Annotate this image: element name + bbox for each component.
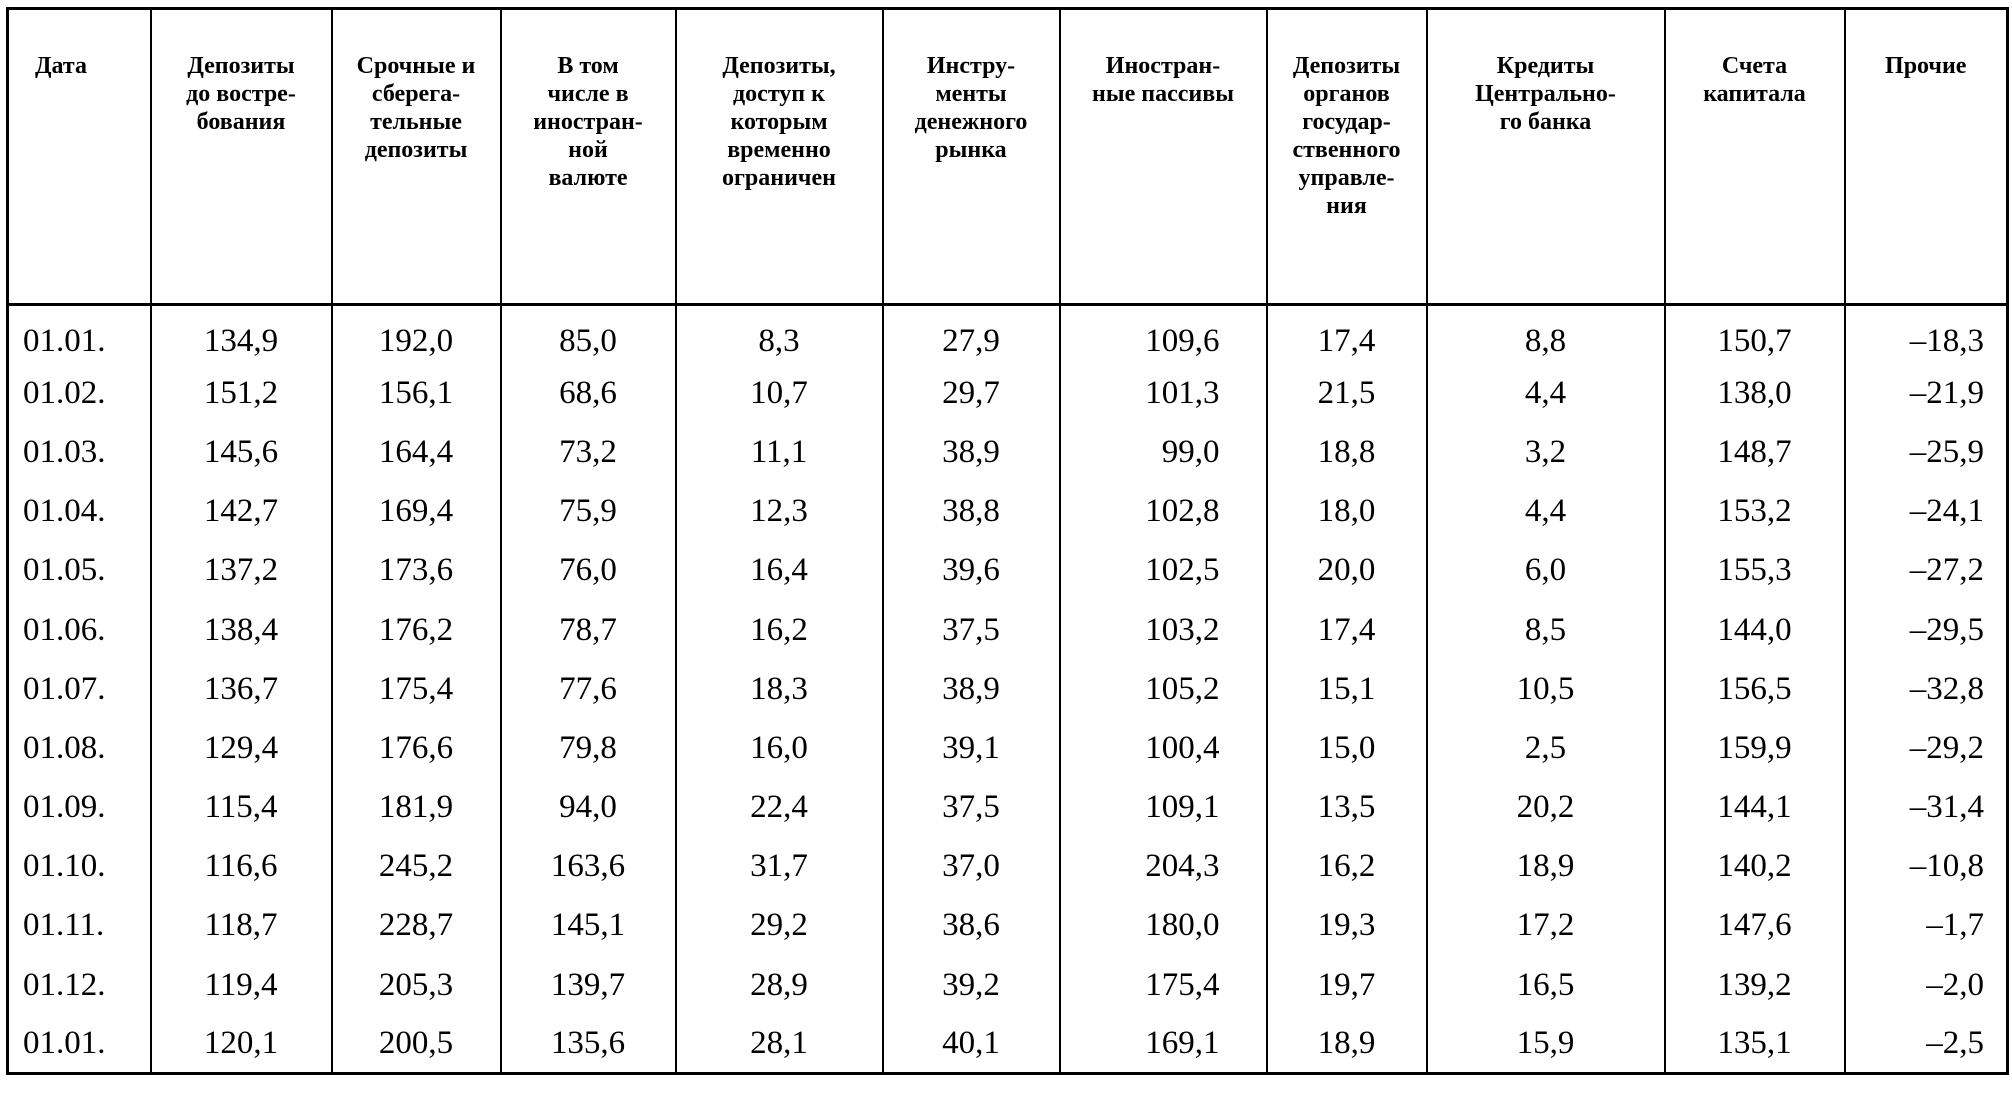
column-header-line: до востре-: [186, 81, 296, 107]
value-cell: 38,8: [883, 482, 1060, 541]
table-row: [8, 541, 2008, 600]
column-header-6: [1060, 9, 1267, 305]
value-cell: 192,0: [332, 305, 501, 364]
column-header-line: рынка: [935, 137, 1007, 163]
value-cell: 100,4: [1060, 719, 1267, 778]
value-cell: 228,7: [332, 896, 501, 955]
value-cell: 18,0: [1267, 482, 1427, 541]
value-cell: 153,2: [1665, 482, 1845, 541]
column-header-5: [883, 9, 1060, 305]
column-header-line: ные пассивы: [1092, 81, 1234, 107]
value-cell: 150,7: [1665, 305, 1845, 364]
value-cell: 76,0: [501, 541, 676, 600]
table-row: [8, 423, 2008, 482]
value-cell: 19,3: [1267, 896, 1427, 955]
column-header-line: денежного: [914, 109, 1028, 135]
date-cell: 01.06.: [8, 600, 151, 659]
value-cell: –25,9: [1845, 423, 2008, 482]
value-cell: 78,7: [501, 600, 676, 659]
value-cell: 176,2: [332, 600, 501, 659]
date-cell: 01.12.: [8, 956, 151, 1015]
value-cell: 180,0: [1060, 896, 1267, 955]
date-cell: 01.10.: [8, 837, 151, 896]
value-cell: 169,4: [332, 482, 501, 541]
column-header-2: [332, 9, 501, 305]
column-header-line: Депозиты: [1292, 53, 1401, 79]
date-cell: 01.04.: [8, 482, 151, 541]
value-cell: 245,2: [332, 837, 501, 896]
column-header-line: Счета: [1721, 53, 1788, 79]
value-cell: 10,5: [1427, 660, 1665, 719]
value-cell: 2,5: [1427, 719, 1665, 778]
column-header-line: валюте: [548, 165, 628, 191]
value-cell: 147,6: [1665, 896, 1845, 955]
value-cell: 173,6: [332, 541, 501, 600]
value-cell: –10,8: [1845, 837, 2008, 896]
column-header-line: ственного: [1292, 137, 1401, 163]
value-cell: 22,4: [676, 778, 883, 837]
value-cell: –18,3: [1845, 305, 2008, 364]
value-cell: 200,5: [332, 1015, 501, 1074]
column-header-10: [1845, 9, 2008, 305]
value-cell: 181,9: [332, 778, 501, 837]
column-header-4: [676, 9, 883, 305]
column-header-line: Центрально-: [1475, 81, 1616, 107]
date-cell: 01.11.: [8, 896, 151, 955]
deposits-table: [6, 7, 2009, 1075]
value-cell: 16,4: [676, 541, 883, 600]
column-header-line: иностран-: [533, 109, 643, 135]
value-cell: 18,8: [1267, 423, 1427, 482]
value-cell: –1,7: [1845, 896, 2008, 955]
value-cell: 18,9: [1427, 837, 1665, 896]
table-header: [8, 9, 2008, 305]
value-cell: 68,6: [501, 364, 676, 423]
column-header-line: временно: [727, 137, 831, 163]
value-cell: 85,0: [501, 305, 676, 364]
value-cell: 115,4: [151, 778, 332, 837]
value-cell: 15,0: [1267, 719, 1427, 778]
value-cell: 79,8: [501, 719, 676, 778]
column-header-line: Депозиты,: [722, 53, 836, 79]
column-header-line: ния: [1326, 193, 1367, 219]
value-cell: –27,2: [1845, 541, 2008, 600]
value-cell: –2,5: [1845, 1015, 2008, 1074]
column-header-line: государ-: [1302, 109, 1391, 135]
value-cell: 102,5: [1060, 541, 1267, 600]
value-cell: –31,4: [1845, 778, 2008, 837]
date-cell: 01.08.: [8, 719, 151, 778]
value-cell: 38,9: [883, 423, 1060, 482]
column-header-line: менты: [935, 81, 1007, 107]
column-header-line: ной: [568, 137, 608, 163]
value-cell: 102,8: [1060, 482, 1267, 541]
value-cell: 3,2: [1427, 423, 1665, 482]
value-cell: 205,3: [332, 956, 501, 1015]
value-cell: 20,0: [1267, 541, 1427, 600]
date-cell: 01.03.: [8, 423, 151, 482]
value-cell: 10,7: [676, 364, 883, 423]
column-header-0: [8, 9, 151, 305]
table-row: [8, 956, 2008, 1015]
column-header-line: В том: [557, 53, 619, 79]
value-cell: 145,1: [501, 896, 676, 955]
value-cell: 21,5: [1267, 364, 1427, 423]
value-cell: 140,2: [1665, 837, 1845, 896]
value-cell: 6,0: [1427, 541, 1665, 600]
value-cell: 145,6: [151, 423, 332, 482]
column-header-line: управле-: [1298, 165, 1395, 191]
column-header-line: Дата: [35, 53, 87, 79]
table-row: [8, 305, 2008, 364]
value-cell: 164,4: [332, 423, 501, 482]
value-cell: 138,0: [1665, 364, 1845, 423]
value-cell: 28,1: [676, 1015, 883, 1074]
column-header-7: [1267, 9, 1427, 305]
column-header-line: сберега-: [371, 81, 461, 107]
value-cell: 15,1: [1267, 660, 1427, 719]
column-header-1: [151, 9, 332, 305]
value-cell: 148,7: [1665, 423, 1845, 482]
value-cell: 129,4: [151, 719, 332, 778]
value-cell: 155,3: [1665, 541, 1845, 600]
value-cell: –29,2: [1845, 719, 2008, 778]
value-cell: 16,2: [1267, 837, 1427, 896]
value-cell: 8,8: [1427, 305, 1665, 364]
value-cell: 73,2: [501, 423, 676, 482]
value-cell: 18,3: [676, 660, 883, 719]
date-cell: 01.05.: [8, 541, 151, 600]
value-cell: 17,4: [1267, 600, 1427, 659]
value-cell: 17,4: [1267, 305, 1427, 364]
column-header-3: [501, 9, 676, 305]
value-cell: 109,1: [1060, 778, 1267, 837]
table-row: [8, 1015, 2008, 1074]
value-cell: 118,7: [151, 896, 332, 955]
value-cell: 163,6: [501, 837, 676, 896]
column-header-line: тельные: [370, 109, 462, 135]
value-cell: 120,1: [151, 1015, 332, 1074]
value-cell: 144,0: [1665, 600, 1845, 659]
value-cell: 20,2: [1427, 778, 1665, 837]
value-cell: 12,3: [676, 482, 883, 541]
value-cell: 8,5: [1427, 600, 1665, 659]
table-row: [8, 482, 2008, 541]
table-row: [8, 778, 2008, 837]
value-cell: 27,9: [883, 305, 1060, 364]
column-header-9: [1665, 9, 1845, 305]
value-cell: 16,5: [1427, 956, 1665, 1015]
value-cell: 4,4: [1427, 364, 1665, 423]
date-cell: 01.07.: [8, 660, 151, 719]
date-cell: 01.09.: [8, 778, 151, 837]
value-cell: 151,2: [151, 364, 332, 423]
column-header-line: ограничен: [722, 165, 836, 191]
column-header-line: депозиты: [364, 137, 468, 163]
value-cell: 137,2: [151, 541, 332, 600]
value-cell: 138,4: [151, 600, 332, 659]
value-cell: 101,3: [1060, 364, 1267, 423]
value-cell: 4,4: [1427, 482, 1665, 541]
value-cell: 37,5: [883, 778, 1060, 837]
value-cell: 103,2: [1060, 600, 1267, 659]
value-cell: 134,9: [151, 305, 332, 364]
value-cell: 94,0: [501, 778, 676, 837]
table-row: [8, 837, 2008, 896]
column-header-line: капитала: [1703, 81, 1806, 107]
value-cell: 40,1: [883, 1015, 1060, 1074]
value-cell: 135,6: [501, 1015, 676, 1074]
value-cell: 37,5: [883, 600, 1060, 659]
column-header-line: го банка: [1499, 109, 1592, 135]
table-body: [8, 305, 2008, 1074]
value-cell: 8,3: [676, 305, 883, 364]
value-cell: –32,8: [1845, 660, 2008, 719]
date-cell: 01.01.: [8, 1015, 151, 1074]
column-header-line: бования: [196, 109, 286, 135]
value-cell: 31,7: [676, 837, 883, 896]
value-cell: 28,9: [676, 956, 883, 1015]
value-cell: 159,9: [1665, 719, 1845, 778]
column-header-line: числе в: [547, 81, 629, 107]
value-cell: 204,3: [1060, 837, 1267, 896]
column-header-line: Иностран-: [1105, 53, 1221, 79]
value-cell: 139,2: [1665, 956, 1845, 1015]
value-cell: 99,0: [1060, 423, 1267, 482]
value-cell: 139,7: [501, 956, 676, 1015]
table-row: [8, 364, 2008, 423]
value-cell: 119,4: [151, 956, 332, 1015]
value-cell: 16,2: [676, 600, 883, 659]
value-cell: 15,9: [1427, 1015, 1665, 1074]
date-cell: 01.01.: [8, 305, 151, 364]
value-cell: 17,2: [1427, 896, 1665, 955]
value-cell: 109,6: [1060, 305, 1267, 364]
value-cell: 39,2: [883, 956, 1060, 1015]
value-cell: 16,0: [676, 719, 883, 778]
value-cell: 176,6: [332, 719, 501, 778]
value-cell: 29,7: [883, 364, 1060, 423]
value-cell: 116,6: [151, 837, 332, 896]
value-cell: 75,9: [501, 482, 676, 541]
column-header-8: [1427, 9, 1665, 305]
value-cell: 38,9: [883, 660, 1060, 719]
column-header-line: Депозиты: [187, 53, 295, 79]
value-cell: 169,1: [1060, 1015, 1267, 1074]
value-cell: –2,0: [1845, 956, 2008, 1015]
value-cell: 135,1: [1665, 1015, 1845, 1074]
value-cell: 77,6: [501, 660, 676, 719]
value-cell: –21,9: [1845, 364, 2008, 423]
column-header-line: органов: [1303, 81, 1390, 107]
table-row: [8, 719, 2008, 778]
header-row: [8, 9, 2008, 305]
value-cell: 105,2: [1060, 660, 1267, 719]
value-cell: 175,4: [1060, 956, 1267, 1015]
table-row: [8, 660, 2008, 719]
value-cell: 29,2: [676, 896, 883, 955]
value-cell: 136,7: [151, 660, 332, 719]
value-cell: 175,4: [332, 660, 501, 719]
date-cell: 01.02.: [8, 364, 151, 423]
table-row: [8, 896, 2008, 955]
value-cell: 156,1: [332, 364, 501, 423]
table-row: [8, 600, 2008, 659]
value-cell: 39,6: [883, 541, 1060, 600]
value-cell: 144,1: [1665, 778, 1845, 837]
column-header-line: которым: [730, 109, 828, 135]
column-header-line: доступ к: [733, 81, 825, 107]
value-cell: –29,5: [1845, 600, 2008, 659]
value-cell: 13,5: [1267, 778, 1427, 837]
value-cell: 11,1: [676, 423, 883, 482]
column-header-line: Инстру-: [926, 53, 1016, 79]
value-cell: 156,5: [1665, 660, 1845, 719]
value-cell: 37,0: [883, 837, 1060, 896]
value-cell: 38,6: [883, 896, 1060, 955]
value-cell: 142,7: [151, 482, 332, 541]
column-header-line: Кредиты: [1496, 53, 1595, 79]
value-cell: 39,1: [883, 719, 1060, 778]
column-header-line: Прочие: [1885, 53, 1967, 79]
column-header-line: Срочные и: [356, 53, 476, 79]
value-cell: 18,9: [1267, 1015, 1427, 1074]
value-cell: –24,1: [1845, 482, 2008, 541]
value-cell: 19,7: [1267, 956, 1427, 1015]
